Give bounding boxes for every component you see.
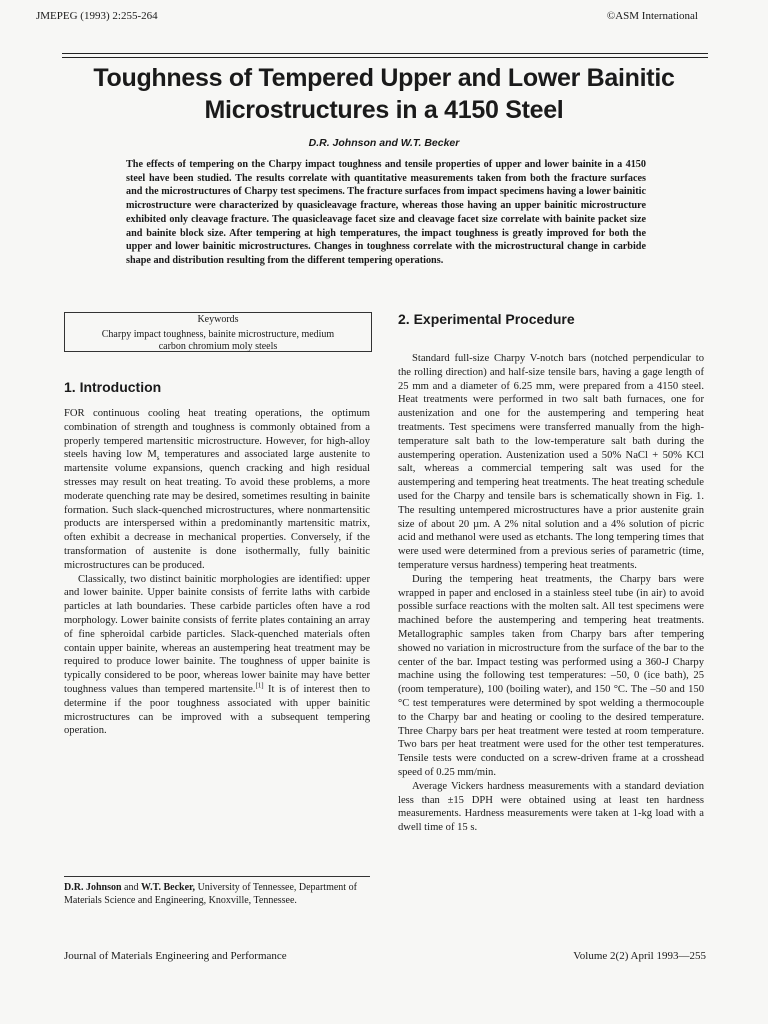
ms-subscript: s — [156, 454, 160, 463]
intro-p2-text-b: It is of interest then to determine if the poor toughness associated with upper bainitic microstructures can be improved with a subsequent tempering operation. — [64, 683, 370, 737]
abstract: The effects of tempering on the Charpy impact toughness and tensile properties of upper and lower bainite in a 4150 steel have been studied. The results correlate with quantitative measurements taken from both the fracture surfaces and the microstructures of Charpy test specimens. The fracture surfaces from impact specimens having a lower bainitic microstructure were characterized by quasicleavage fracture, whereas those having an upper bainitic microstructure exhibited only cleavage fracture. The quasicleavage facet size and cleavage facet size correlate with bainite packet size and bainite block size. After tempering at high temperatures, the impact toughness is greatly improved for both the upper and lower bainitic microstructures. Changes in toughness correlate with the microstructural change in carbide shape and distribution resulting from the different tempering operations. — [126, 159, 646, 266]
paper-title — [40, 62, 728, 126]
journal-name-footer: Journal of Materials Engineering and Performance — [64, 950, 287, 962]
intro-p1-text-a: FOR continuous cooling heat treating operations, the optimum combination of strength and toughness is commonly obtained from a properly tempered martensitic microstructure. However, for high-alloy steels having low M — [64, 408, 370, 461]
title-line-2: Microstructures in a 4150 Steel — [204, 96, 564, 124]
exp-paragraph-2: During the tempering heat treatments, the Charpy bars were wrapped in paper and enclosed in a stainless steel tube (in air) to avoid possible surface reactions with the molten salt. All test specimens were machined before the austempering and tempering heat treatments. Metallographic samples taken from Charpy bars after tempering showed no variation in microstructure from the surface of the bar to the center of the bar. Impact testing was performed using a 360-J Charpy machine using the following test temperatures: –50, 0 (ice bath), 25 (room temperature), 100 (boiling water), and 150 °C. The –50 and 150 °C test temperatures were determined by spot welding a thermocouple to the Charpy bar and heating or cooling to the desired temperature. Three Charpy bars per heat treatment were tested at room temperature. Two bars per heat treatment were used for the other test temperatures. Tensile tests were conducted on a screw-driven frame at a crosshead speed of 0.25 mm/min. — [398, 573, 704, 778]
exp-paragraph-1: Standard full-size Charpy V-notch bars (notched perpendicular to the rolling direction) and half-size tensile bars, having a gage length of 25 mm and a diameter of 6.25 mm, were prepared from a 4150 steel. Heat treatments were performed in two salt bath furnaces, one for austenization and one for the austempering and tempering heat treatments. Test specimens were transferred manually from the high-temperature salt bath to the low-temperature salt bath during the austempering operation. Austenization used a 50% NaCl + 50% KCl salt, whereas a commercial tempering salt was used for the austempering and tempering heat treatments. The heat treating schedule used for the Charpy and tensile bars is schematically shown in Fig. 1. The resulting untempered microstructures have a prior austenite grain size of about 20 µm. A 2% nital solution and a 4% solution of picric acid and methanol were used as etchants. The long tempering times that were used were determined from a previous series of parametric (time, temperature versus hardness) tempering heat treatments. — [398, 353, 704, 571]
footnote-affiliation: University of Tennessee, Department of Materials Science and Engineering, Knoxville, Tennessee. — [64, 882, 357, 906]
intro-p1-text-b: temperatures and associated large austenite to martensite volume expansions, quench cracking and high residual stresses may result on heat treating. To avoid these problems, a more moderate quenching rate may be desired, sometimes resulting in bainite formation. Such slack-quenched microstructures, where nonmartensitic products are interspersed within a predominantly martensitic matrix, often exhibit a decrease in mechanical properties. Conversely, if the transformation of austenite is done isothermally, fully bainitic microstructures can be produced. — [64, 449, 370, 571]
intro-p2-text-a: Classically, two distinct bainitic morphologies are identified: upper and lower bainite. Upper bainite consists of ferrite laths with carbide particles at lath boundaries. These carbide particles often have a rod morphology. Lower bainite consists of ferrite plates containing an array of fine spheroidal carbide particles. Slack-quenched materials often contain upper bainite, whereas an austempering heat treatment may be required to produce lower bainite. The toughness of upper bainite is typically considered to be poor, whereas lower bainite may have better toughness values than tempered martensite. — [64, 573, 370, 695]
volume-page-footer: Volume 2(2) April 1993—255 — [573, 950, 706, 962]
experimental-body — [398, 352, 704, 835]
keywords-box — [64, 312, 372, 352]
keywords-title: Keywords — [197, 314, 239, 325]
author-affiliation-footnote — [64, 882, 370, 907]
footnote-author-2: W.T. Becker, — [140, 882, 196, 893]
publisher-mark: ©ASM International — [606, 10, 698, 22]
exp-paragraph-3: Average Vickers hardness measurements with a standard deviation less than ±15 DPH were obtained using at least ten hardness measurements. Hardness measurements were taken at 1-kg load with a dwell time of 15 s. — [398, 780, 704, 834]
section-heading-introduction: 1. Introduction — [64, 379, 162, 395]
header-rule-2 — [62, 57, 708, 58]
section-heading-experimental: 2. Experimental Procedure — [398, 311, 575, 327]
footnote-rule — [64, 876, 370, 877]
journal-reference: JMEPEG (1993) 2:255-264 — [36, 10, 158, 22]
footnote-and: and — [121, 882, 141, 893]
footnote-author-1: D.R. Johnson — [64, 882, 122, 893]
introduction-body — [64, 407, 370, 738]
title-line-1: Toughness of Tempered Upper and Lower Bainitic — [93, 64, 675, 92]
keywords-text: Charpy impact toughness, bainite microstructure, medium carbon chromium moly steels — [101, 329, 335, 352]
intro-paragraph-1 — [64, 407, 370, 573]
authors: D.R. Johnson and W.T. Becker — [308, 137, 460, 149]
citation-ref: [1] — [255, 681, 264, 690]
intro-paragraph-2 — [64, 573, 370, 739]
header-rule — [62, 53, 708, 54]
